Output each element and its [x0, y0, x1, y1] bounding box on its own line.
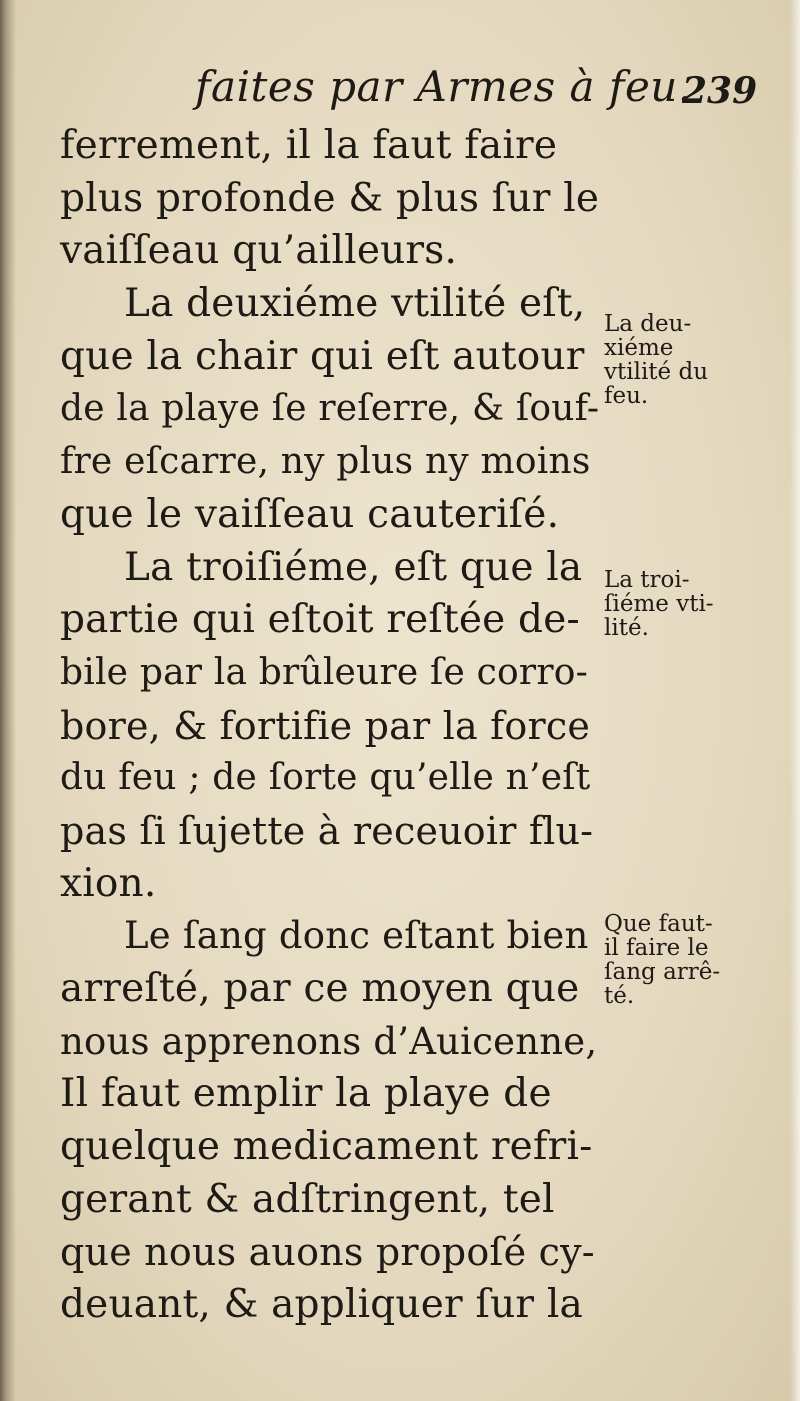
margin-note-line: il faire le	[604, 935, 709, 961]
text-line: fre eſcarre, ny plus ny moins	[60, 441, 591, 483]
text-line: gerant & adſtringent, tel	[60, 1176, 555, 1222]
margin-note-line: ſiéme vti-	[604, 591, 714, 617]
text-line: Le ſang donc eſtant bien	[124, 914, 589, 958]
text-line: de la playe ſe reſerre, & ſouf-	[60, 388, 600, 430]
text-line: ferrement, il la faut faire	[60, 123, 558, 168]
text-line: xion.	[60, 860, 157, 906]
text-line: arreſté, par ce moyen que	[60, 966, 580, 1011]
margin-note-line: xiéme	[604, 335, 674, 361]
text-line: La troiſiéme, eſt que la	[124, 544, 583, 590]
text-line: bile par la brûleure ſe corro-	[60, 651, 588, 693]
margin-note-line: feu.	[604, 383, 649, 409]
page-number: 239	[682, 70, 758, 112]
margin-note-line: lité.	[604, 615, 649, 641]
text-line: bore, & fortifie par la force	[60, 703, 591, 748]
text-line: pas ſi ſujette à receuoir flu-	[60, 808, 594, 853]
margin-note-second-utility	[604, 312, 794, 408]
page-edge	[790, 0, 800, 1401]
text-line: partie qui eſtoit reſtée de-	[60, 597, 580, 643]
margin-note-line: La troi-	[604, 567, 690, 593]
page-binding-shadow	[0, 0, 16, 1401]
text-line: vaiſſeau qu’ailleurs.	[60, 228, 458, 274]
margin-note-line: ſang arrê-	[604, 959, 721, 985]
margin-note-third-utility	[604, 568, 794, 640]
text-line: Il faut emplir la playe de	[60, 1071, 552, 1117]
running-head: faites par Armes à feu.	[195, 62, 692, 111]
text-line: que la chair qui eſt autour	[60, 333, 585, 379]
margin-note-line: Que faut-	[604, 911, 713, 937]
text-line: que nous auons propoſé cy-	[60, 1230, 595, 1275]
margin-note-line: vtilité du	[604, 359, 709, 385]
text-line: du feu ; de ſorte qu’elle n’eſt	[60, 757, 591, 799]
body-text	[60, 120, 600, 1332]
text-line: nous apprenons d’Auicenne,	[60, 1019, 598, 1063]
text-line: plus profonde & plus ſur le	[60, 175, 600, 221]
text-line: que le vaiſſeau cauteriſé.	[60, 491, 560, 537]
margin-note-line: La deu-	[604, 311, 692, 337]
text-line: deuant, & appliquer ſur la	[60, 1282, 583, 1328]
text-line: La deuxiéme vtilité eſt,	[124, 281, 586, 327]
margin-note-blood-stopped	[604, 912, 794, 1008]
text-line: quelque medicament refri-	[60, 1124, 593, 1170]
margin-note-line: té.	[604, 983, 635, 1009]
